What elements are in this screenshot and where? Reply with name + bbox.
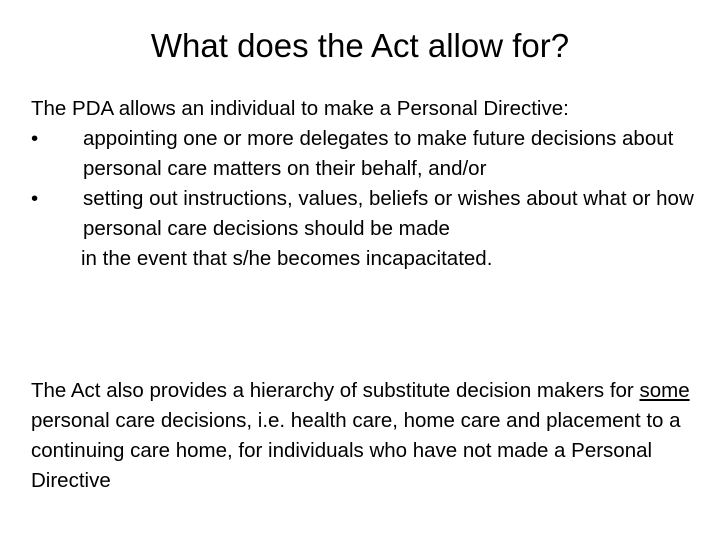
intro-text: The PDA allows an individual to make a Personal Directive: bbox=[31, 97, 569, 120]
slide-body bbox=[31, 94, 701, 274]
underlined-word: some bbox=[639, 379, 690, 402]
bullet-icon: • bbox=[31, 187, 39, 210]
bullet-item-delegates bbox=[31, 124, 701, 184]
hierarchy-paragraph bbox=[31, 376, 711, 496]
bullet-text-continuation: in the event that s/he becomes incapacitated. bbox=[81, 247, 493, 270]
bullet-item-instructions bbox=[31, 184, 701, 274]
bullet-icon: • bbox=[31, 127, 39, 150]
paragraph-text-after: personal care decisions, i.e. health care, home care and placement to a continuing care home, for individuals who have not made a Personal Directive bbox=[31, 409, 681, 492]
bullet-list bbox=[31, 124, 701, 274]
bullet-text: setting out instructions, values, beliefs or wishes about what or how personal care decisions should be made bbox=[83, 187, 694, 240]
bullet-text: appointing one or more delegates to make future decisions about personal care matters on their behalf, and/or bbox=[83, 127, 674, 180]
paragraph-text-before: The Act also provides a hierarchy of substitute decision makers for bbox=[31, 379, 640, 402]
slide-title: What does the Act allow for? bbox=[150, 27, 570, 64]
